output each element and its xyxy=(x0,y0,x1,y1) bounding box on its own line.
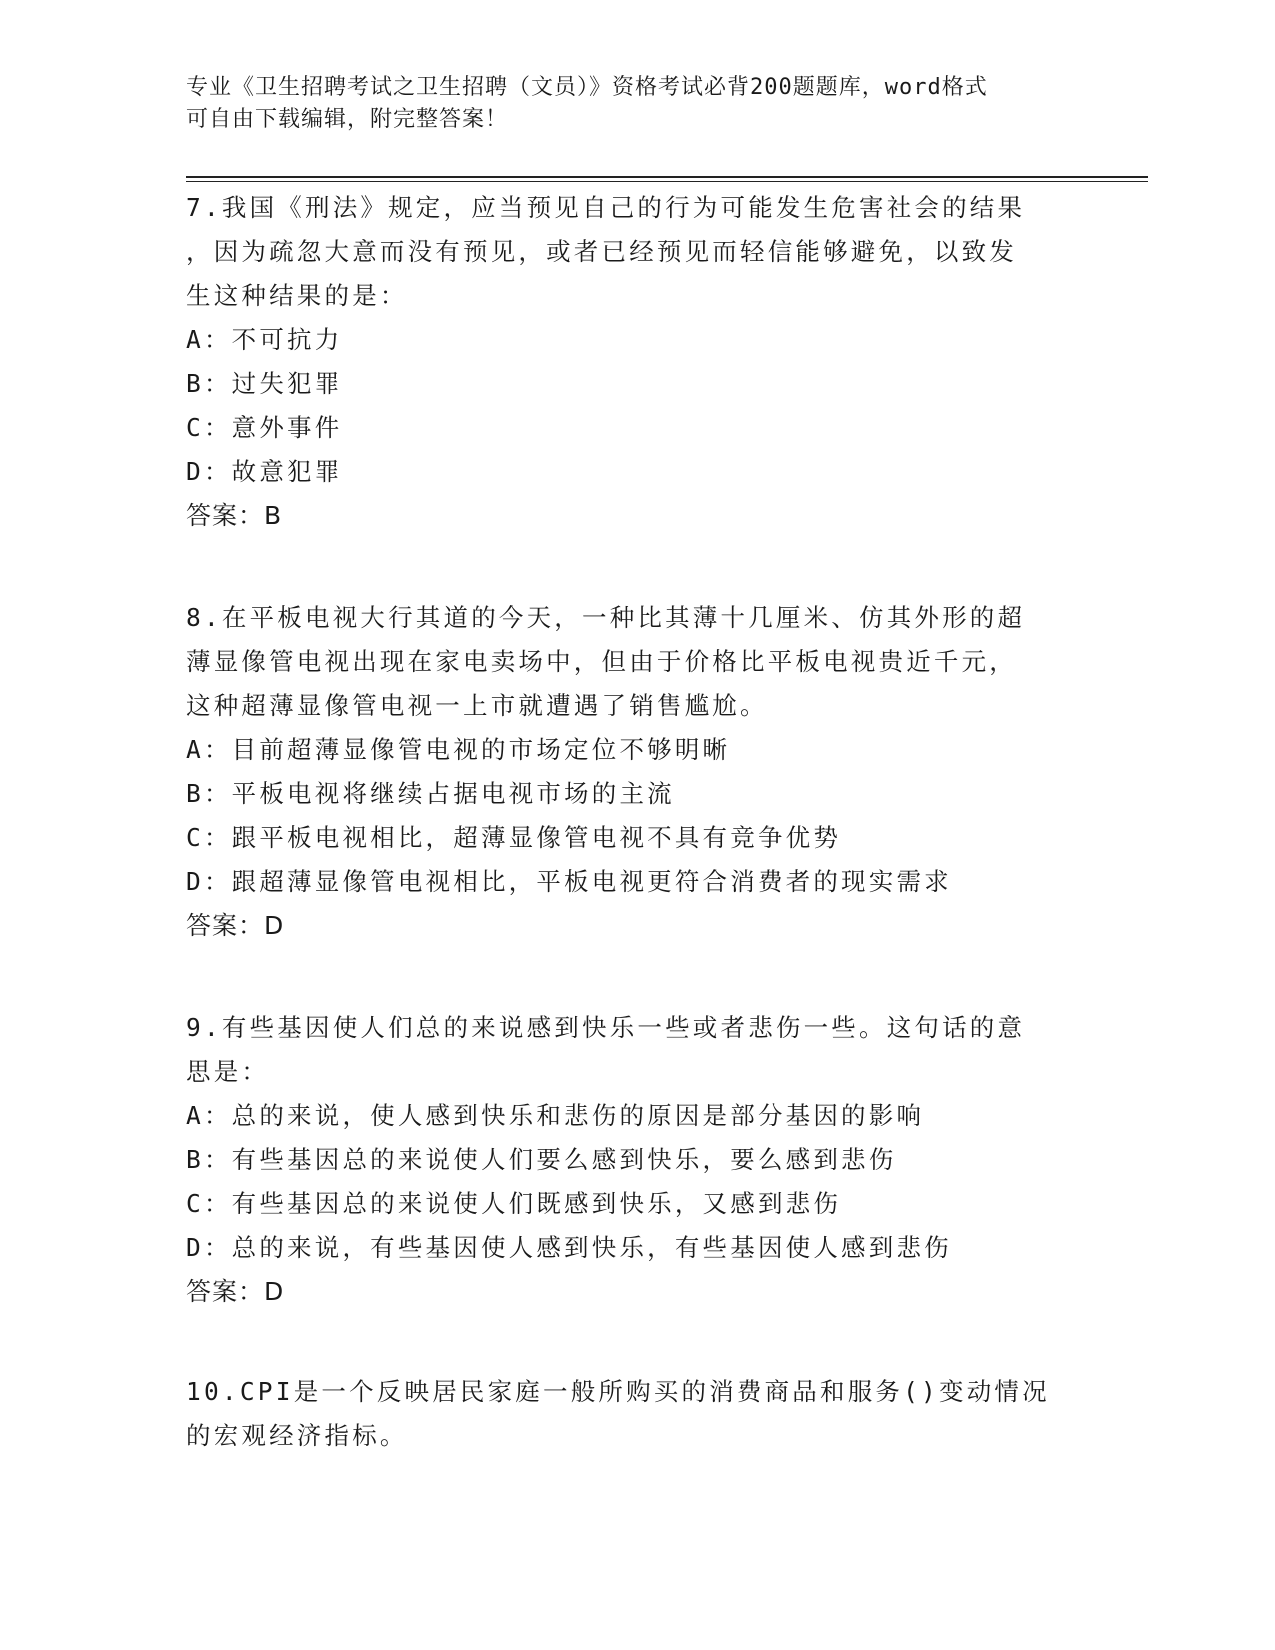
question-10 xyxy=(186,1370,1066,1458)
header-line-2: 可自由下载编辑，附完整答案！ xyxy=(186,107,509,132)
answer: 答案：D xyxy=(186,911,285,940)
question-stem-line: 7.我国《刑法》规定，应当预见自己的行为可能发生危害社会的结果 xyxy=(186,193,1026,222)
option-d: D：总的来说，有些基因使人感到快乐，有些基因使人感到悲伤 xyxy=(186,1233,952,1262)
question-9 xyxy=(186,1006,1066,1314)
option-b: B：过失犯罪 xyxy=(186,369,343,398)
option-d: D：故意犯罪 xyxy=(186,457,343,486)
question-stem-line: 这种超薄显像管电视一上市就遭遇了销售尴尬。 xyxy=(186,691,768,720)
question-stem-line: 8.在平板电视大行其道的今天，一种比其薄十几厘米、仿其外形的超 xyxy=(186,603,1026,632)
option-b: B：有些基因总的来说使人们要么感到快乐，要么感到悲伤 xyxy=(186,1145,897,1174)
question-stem-line: 10.CPI是一个反映居民家庭一般所购买的消费商品和服务()变动情况 xyxy=(186,1377,1050,1406)
question-7 xyxy=(186,186,1066,538)
question-stem-line: ，因为疏忽大意而没有预见，或者已经预见而轻信能够避免，以致发 xyxy=(186,237,1017,266)
answer: 答案：D xyxy=(186,1277,285,1306)
option-c: C：意外事件 xyxy=(186,413,343,442)
question-stem-line: 生这种结果的是： xyxy=(186,281,408,310)
question-stem-line: 薄显像管电视出现在家电卖场中，但由于价格比平板电视贵近千元， xyxy=(186,647,1017,676)
question-stem-line: 的宏观经济指标。 xyxy=(186,1421,408,1450)
header-rule-thin xyxy=(186,181,1148,182)
option-d: D：跟超薄显像管电视相比，平板电视更符合消费者的现实需求 xyxy=(186,867,952,896)
option-a: A：不可抗力 xyxy=(186,325,343,354)
question-stem-line: 思是： xyxy=(186,1057,270,1086)
option-c: C：跟平板电视相比，超薄显像管电视不具有竞争优势 xyxy=(186,823,842,852)
header-rule-thick xyxy=(186,176,1148,178)
option-c: C：有些基因总的来说使人们既感到快乐，又感到悲伤 xyxy=(186,1189,842,1218)
question-stem-line: 9.有些基因使人们总的来说感到快乐一些或者悲伤一些。这句话的意 xyxy=(186,1013,1026,1042)
option-b: B：平板电视将继续占据电视市场的主流 xyxy=(186,779,675,808)
header-line-1: 专业《卫生招聘考试之卫生招聘（文员）》资格考试必背200题题库，word格式 xyxy=(186,75,988,100)
question-8 xyxy=(186,596,1066,948)
document-header xyxy=(186,72,1066,136)
option-a: A：目前超薄显像管电视的市场定位不够明晰 xyxy=(186,735,731,764)
answer: 答案：B xyxy=(186,501,283,530)
option-a: A：总的来说，使人感到快乐和悲伤的原因是部分基因的影响 xyxy=(186,1101,925,1130)
